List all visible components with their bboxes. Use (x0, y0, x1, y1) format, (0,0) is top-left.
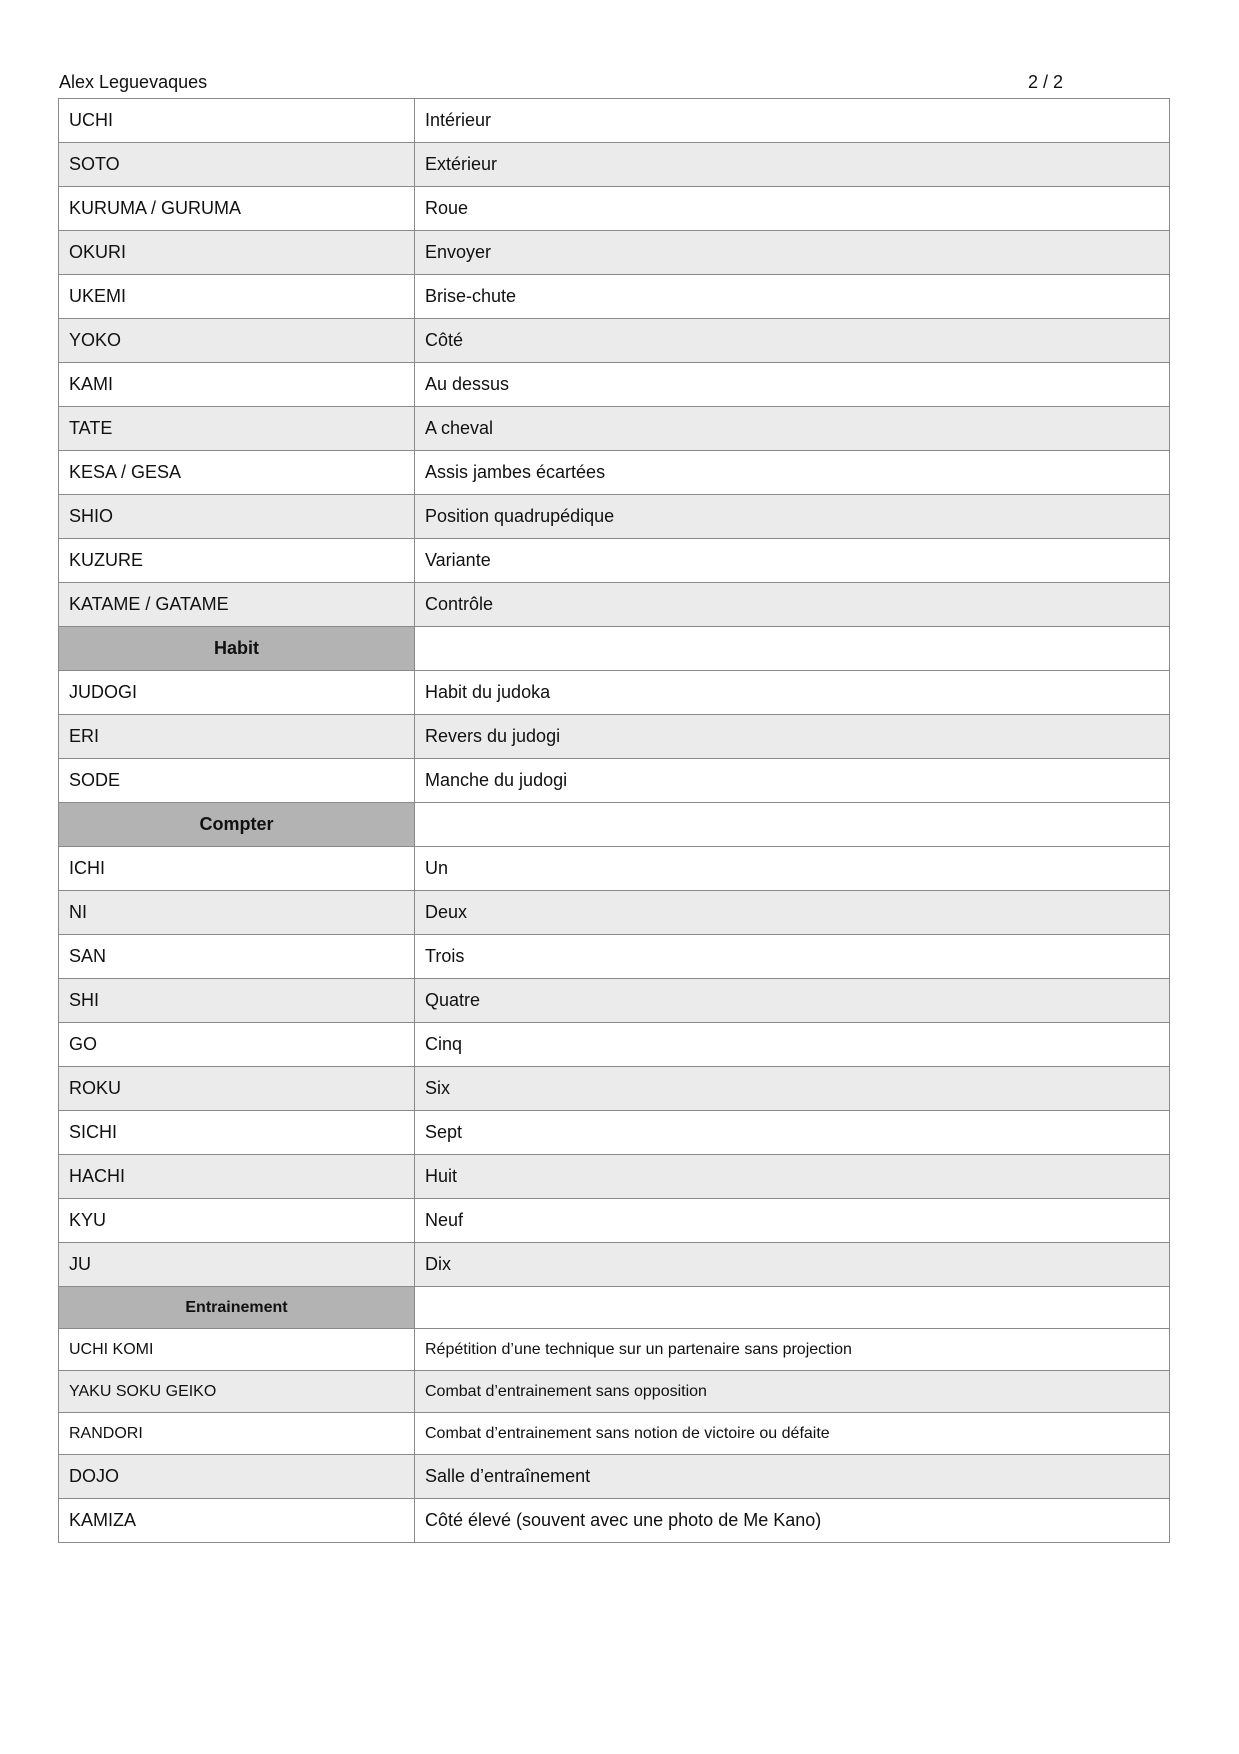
meaning-cell: Variante (415, 539, 1170, 583)
table-row (59, 671, 1170, 715)
meaning-cell: A cheval (415, 407, 1170, 451)
section-header-row (59, 1287, 1170, 1329)
meaning-cell: Huit (415, 1155, 1170, 1199)
meaning-cell: Trois (415, 935, 1170, 979)
meaning-cell: Extérieur (415, 143, 1170, 187)
term-cell: SOTO (59, 143, 415, 187)
term-cell: RANDORI (59, 1413, 415, 1455)
meaning-cell: Position quadrupédique (415, 495, 1170, 539)
section-header-row (59, 627, 1170, 671)
meaning-cell: Dix (415, 1243, 1170, 1287)
table-row (59, 1155, 1170, 1199)
term-cell: KAMIZA (59, 1499, 415, 1543)
table-row (59, 99, 1170, 143)
meaning-cell: Cinq (415, 1023, 1170, 1067)
vocabulary-table (58, 98, 1170, 1543)
meaning-cell: Côté (415, 319, 1170, 363)
table-row (59, 759, 1170, 803)
term-cell: KESA / GESA (59, 451, 415, 495)
term-cell: SICHI (59, 1111, 415, 1155)
meaning-cell: Un (415, 847, 1170, 891)
term-cell: KYU (59, 1199, 415, 1243)
table-row (59, 1413, 1170, 1455)
term-cell: OKURI (59, 231, 415, 275)
section-empty-cell (415, 627, 1170, 671)
term-cell: SODE (59, 759, 415, 803)
term-cell: UKEMI (59, 275, 415, 319)
term-cell: HACHI (59, 1155, 415, 1199)
table-row (59, 275, 1170, 319)
table-row (59, 1067, 1170, 1111)
author-name: Alex Leguevaques (59, 72, 208, 92)
meaning-cell: Brise-chute (415, 275, 1170, 319)
table-row (59, 363, 1170, 407)
table-row (59, 1455, 1170, 1499)
table-row (59, 1499, 1170, 1543)
meaning-cell: Quatre (415, 979, 1170, 1023)
vocabulary-table-body (59, 99, 1170, 1543)
meaning-cell: Neuf (415, 1199, 1170, 1243)
table-row (59, 1023, 1170, 1067)
meaning-cell: Côté élevé (souvent avec une photo de Me Kano) (415, 1499, 1170, 1543)
section-title: Entrainement (59, 1287, 415, 1329)
table-row (59, 891, 1170, 935)
term-cell: SAN (59, 935, 415, 979)
table-row (59, 715, 1170, 759)
term-cell: KAMI (59, 363, 415, 407)
meaning-cell: Roue (415, 187, 1170, 231)
table-row (59, 1243, 1170, 1287)
table-row (59, 979, 1170, 1023)
page-header (59, 72, 1063, 96)
meaning-cell: Revers du judogi (415, 715, 1170, 759)
term-cell: UCHI (59, 99, 415, 143)
term-cell: SHIO (59, 495, 415, 539)
term-cell: GO (59, 1023, 415, 1067)
table-row (59, 451, 1170, 495)
meaning-cell: Deux (415, 891, 1170, 935)
term-cell: KUZURE (59, 539, 415, 583)
meaning-cell: Sept (415, 1111, 1170, 1155)
table-row (59, 1371, 1170, 1413)
term-cell: KATAME / GATAME (59, 583, 415, 627)
table-row (59, 539, 1170, 583)
meaning-cell: Envoyer (415, 231, 1170, 275)
table-row (59, 187, 1170, 231)
meaning-cell: Assis jambes écartées (415, 451, 1170, 495)
meaning-cell: Habit du judoka (415, 671, 1170, 715)
term-cell: KURUMA / GURUMA (59, 187, 415, 231)
term-cell: DOJO (59, 1455, 415, 1499)
table-row (59, 1329, 1170, 1371)
table-row (59, 935, 1170, 979)
table-row (59, 1199, 1170, 1243)
term-cell: JUDOGI (59, 671, 415, 715)
section-title: Compter (59, 803, 415, 847)
term-cell: UCHI KOMI (59, 1329, 415, 1371)
term-cell: TATE (59, 407, 415, 451)
meaning-cell: Répétition d’une technique sur un partenaire sans projection (415, 1329, 1170, 1371)
table-row (59, 847, 1170, 891)
table-row (59, 583, 1170, 627)
meaning-cell: Six (415, 1067, 1170, 1111)
meaning-cell: Manche du judogi (415, 759, 1170, 803)
table-row (59, 407, 1170, 451)
section-header-row (59, 803, 1170, 847)
term-cell: YOKO (59, 319, 415, 363)
term-cell: JU (59, 1243, 415, 1287)
term-cell: YAKU SOKU GEIKO (59, 1371, 415, 1413)
meaning-cell: Salle d’entraînement (415, 1455, 1170, 1499)
term-cell: NI (59, 891, 415, 935)
meaning-cell: Contrôle (415, 583, 1170, 627)
term-cell: SHI (59, 979, 415, 1023)
table-row (59, 495, 1170, 539)
table-row (59, 143, 1170, 187)
table-row (59, 1111, 1170, 1155)
meaning-cell: Au dessus (415, 363, 1170, 407)
section-empty-cell (415, 1287, 1170, 1329)
table-row (59, 231, 1170, 275)
section-title: Habit (59, 627, 415, 671)
term-cell: ERI (59, 715, 415, 759)
section-empty-cell (415, 803, 1170, 847)
term-cell: ICHI (59, 847, 415, 891)
meaning-cell: Combat d’entrainement sans opposition (415, 1371, 1170, 1413)
meaning-cell: Combat d’entrainement sans notion de victoire ou défaite (415, 1413, 1170, 1455)
table-row (59, 319, 1170, 363)
term-cell: ROKU (59, 1067, 415, 1111)
page-number: 2 / 2 (1027, 72, 1063, 92)
meaning-cell: Intérieur (415, 99, 1170, 143)
